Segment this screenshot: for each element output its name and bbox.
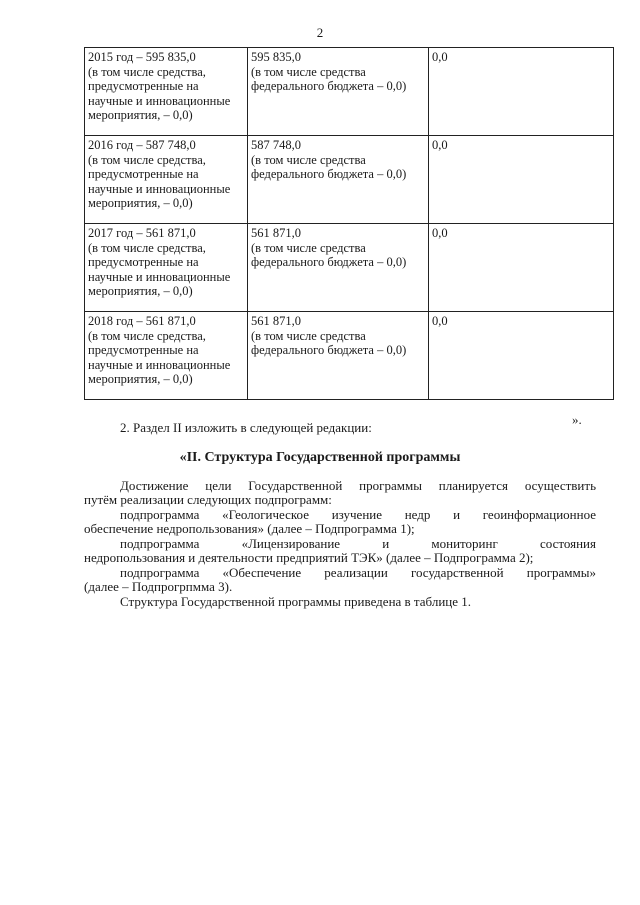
other-cell: 0,0 [429,224,614,312]
paragraph-intro-line2: путём реализации следующих подпрограмм: [84,492,332,507]
table-row [85,136,614,224]
table-row [85,312,614,400]
subprogram-3-line1: подпрограмма «Обеспечение реализации государственной программы» [120,565,596,580]
federal-note: (в том числе средства федерального бюджета – 0,0) [251,328,407,358]
federal-amount: 595 835,0 [251,50,301,64]
other-cell: 0,0 [429,48,614,136]
federal-cell [248,224,429,312]
subprogram-3-line2: (далее – Подпрогрпмма 3). [84,579,233,594]
page-number: 2 [316,25,324,40]
total-year: 2016 год – 587 748,0 [88,138,196,152]
total-note: (в том числе средства, предусмотренные на научные и инновационные мероприятия, – 0,0) [88,64,231,123]
total-year: 2018 год – 561 871,0 [88,314,196,328]
section-title: «II. Структура Государственной программы [179,450,461,465]
other-cell: 0,0 [429,136,614,224]
federal-note: (в том числе средства федерального бюджета – 0,0) [251,240,407,270]
total-cell [85,312,248,400]
federal-note: (в том числе средства федерального бюджета – 0,0) [251,152,407,182]
subprogram-1-line1: подпрограмма «Геологическое изучение недр и геоинформационное [120,507,596,522]
total-cell [85,136,248,224]
table-row [85,224,614,312]
total-cell [85,48,248,136]
funding-table [84,47,614,400]
subprogram-2-line1: подпрограмма «Лицензирование и мониторинг состояния [120,536,596,551]
paragraph-intro-line1: Достижение цели Государственной программы планируется осуществить [120,478,596,493]
federal-amount: 561 871,0 [251,226,301,240]
other-cell: 0,0 [429,312,614,400]
subprogram-1-line2: обеспечение недропользования» (далее – Подпрограмма 1); [84,521,415,536]
closing-quote: ». [572,412,582,427]
structure-reference: Структура Государственной программы приведена в таблице 1. [120,594,471,609]
federal-cell [248,312,429,400]
amendment-item-2: 2. Раздел II изложить в следующей редакции: [120,420,372,435]
federal-amount: 587 748,0 [251,138,301,152]
total-note: (в том числе средства, предусмотренные на научные и инновационные мероприятия, – 0,0) [88,240,231,299]
federal-cell [248,48,429,136]
table-row [85,48,614,136]
federal-amount: 561 871,0 [251,314,301,328]
total-year: 2015 год – 595 835,0 [88,50,196,64]
federal-cell [248,136,429,224]
total-cell [85,224,248,312]
total-note: (в том числе средства, предусмотренные на научные и инновационные мероприятия, – 0,0) [88,152,231,211]
subprogram-2-line2: недропользования и деятельности предприятий ТЭК» (далее – Подпрограмма 2); [84,550,534,565]
total-year: 2017 год – 561 871,0 [88,226,196,240]
total-note: (в том числе средства, предусмотренные на научные и инновационные мероприятия, – 0,0) [88,328,231,387]
federal-note: (в том числе средства федерального бюджета – 0,0) [251,64,407,94]
